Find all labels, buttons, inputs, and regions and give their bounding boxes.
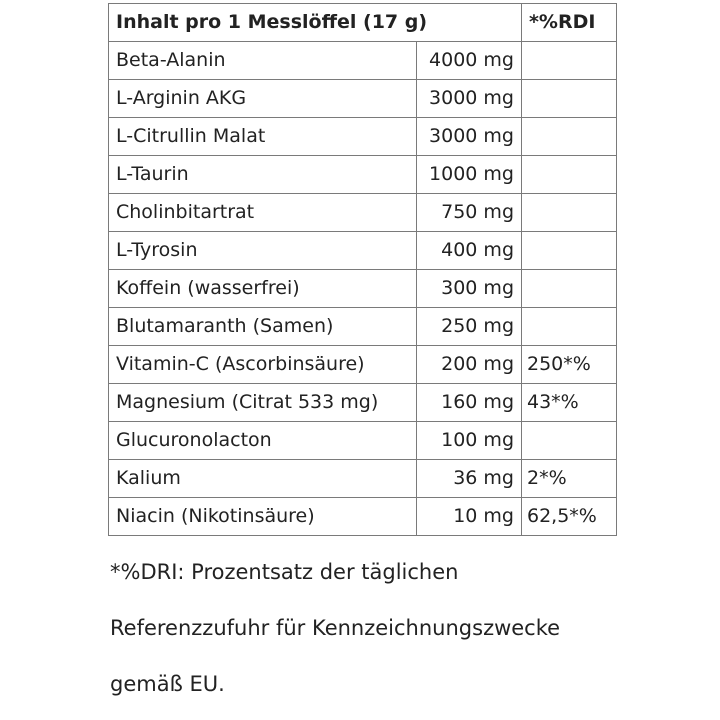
- nutrient-rdi: [522, 118, 617, 156]
- footnote-line: gemäß EU.: [110, 672, 225, 696]
- nutrient-name: Kalium: [109, 460, 417, 498]
- nutrient-name: Niacin (Nikotinsäure): [109, 498, 417, 536]
- nutrient-amount: 10 mg: [417, 498, 522, 536]
- table-row: [109, 232, 617, 270]
- nutrient-rdi: [522, 156, 617, 194]
- nutrient-rdi: [522, 194, 617, 232]
- table-row: [109, 270, 617, 308]
- nutrient-rdi: [522, 42, 617, 80]
- nutrient-amount: 750 mg: [417, 194, 522, 232]
- nutrient-name: L-Arginin AKG: [109, 80, 417, 118]
- table-header-row: [109, 4, 617, 42]
- nutrient-rdi: 43*%: [522, 384, 617, 422]
- nutrient-rdi: 250*%: [522, 346, 617, 384]
- nutrient-rdi: [522, 232, 617, 270]
- nutrient-name: Vitamin-C (Ascorbinsäure): [109, 346, 417, 384]
- nutrient-rdi: 2*%: [522, 460, 617, 498]
- footnote: [110, 548, 710, 716]
- footnote-line: Referenzzufuhr für Kennzeichnungszwecke: [110, 616, 561, 640]
- table-row: [109, 384, 617, 422]
- header-rdi: *%RDI: [522, 4, 617, 42]
- nutrient-amount: 300 mg: [417, 270, 522, 308]
- header-content: Inhalt pro 1 Messlöffel (17 g): [109, 4, 522, 42]
- nutrient-name: L-Tyrosin: [109, 232, 417, 270]
- nutrient-name: Blutamaranth (Samen): [109, 308, 417, 346]
- nutrient-name: L-Taurin: [109, 156, 417, 194]
- nutrient-amount: 200 mg: [417, 346, 522, 384]
- table-row: [109, 498, 617, 536]
- table-row: [109, 460, 617, 498]
- table-row: [109, 118, 617, 156]
- nutrient-amount: 4000 mg: [417, 42, 522, 80]
- nutrient-rdi: [522, 308, 617, 346]
- nutrient-amount: 400 mg: [417, 232, 522, 270]
- table-row: [109, 308, 617, 346]
- nutrient-name: Glucuronolacton: [109, 422, 417, 460]
- nutrient-name: Koffein (wasserfrei): [109, 270, 417, 308]
- nutrient-amount: 1000 mg: [417, 156, 522, 194]
- nutrient-amount: 36 mg: [417, 460, 522, 498]
- nutrient-rdi: [522, 270, 617, 308]
- nutrient-amount: 160 mg: [417, 384, 522, 422]
- nutrition-table: [108, 3, 617, 536]
- table-row: [109, 422, 617, 460]
- nutrient-name: Cholinbitartrat: [109, 194, 417, 232]
- nutrient-rdi: 62,5*%: [522, 498, 617, 536]
- nutrient-rdi: [522, 80, 617, 118]
- nutrient-name: Beta-Alanin: [109, 42, 417, 80]
- table-row: [109, 42, 617, 80]
- nutrient-amount: 3000 mg: [417, 118, 522, 156]
- nutrient-amount: 250 mg: [417, 308, 522, 346]
- table-row: [109, 346, 617, 384]
- table-row: [109, 156, 617, 194]
- nutrient-amount: 3000 mg: [417, 80, 522, 118]
- footnote-line: *%DRI: Prozentsatz der täglichen: [110, 560, 459, 584]
- nutrient-rdi: [522, 422, 617, 460]
- table-row: [109, 194, 617, 232]
- table-row: [109, 80, 617, 118]
- nutrient-amount: 100 mg: [417, 422, 522, 460]
- nutrient-name: L-Citrullin Malat: [109, 118, 417, 156]
- nutrient-name: Magnesium (Citrat 533 mg): [109, 384, 417, 422]
